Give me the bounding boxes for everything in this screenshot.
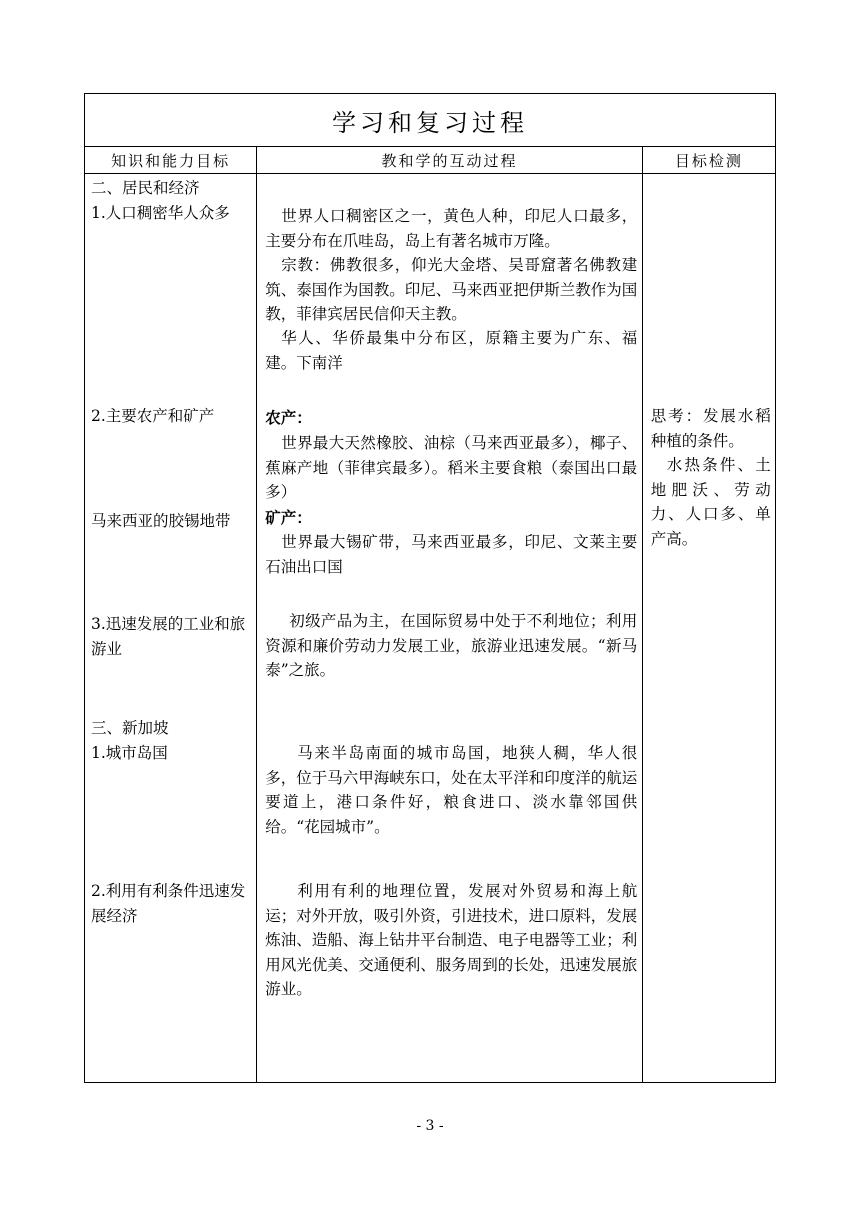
header-knowledge-goals: 知识和能力目标 (85, 147, 257, 174)
economy-paragraph: 利用有利的地理位置，发展对外贸易和海上航运；对外开放，吸引外资，引进技术，进口原料，发展炼油、造船、海上钻井平台制造、电子电器等工业；利用风光优美、交通便利、服务周到的长处，迅速发展旅游业。 (265, 882, 638, 998)
section-singapore: 三、新加坡 (91, 719, 169, 737)
religion-paragraph: 宗教：佛教很多，仰光大金塔、吴哥窟著名佛教建筑、泰国作为国教。印尼、马来西亚把伊斯兰教作为国教，菲律宾居民信仰天主教。 (265, 256, 638, 323)
goal-agri-minerals: 2.主要农产和矿产 (91, 407, 215, 425)
think-answer: 水热条件、土地肥沃、劳动力、人口多、单产高。 (650, 456, 771, 548)
mine-paragraph: 世界最大锡矿带，马来西亚最多，印尼、文莱主要石油出口国 (265, 533, 638, 576)
agri-paragraph: 世界最大天然橡胶、油棕（马来西亚最多），椰子、蕉麻产地（菲律宾最多）。稻米主要食粮（泰国出口最多） (265, 434, 638, 501)
industry-paragraph: 初级产品为主，在国际贸易中处于不利地位；利用资源和廉价劳动力发展工业，旅游业迅速发展。“新马泰”之旅。 (265, 612, 638, 679)
population-paragraph: 世界人口稠密区之一，黄色人种，印尼人口最多，主要分布在爪哇岛，岛上有著名城市万隆。 (265, 207, 638, 250)
check-column (642, 174, 775, 1083)
think-question: 思考：发展水稻种植的条件。 (650, 407, 771, 450)
mine-label: 矿产： (265, 508, 312, 527)
singapore-paragraph: 马来半岛南面的城市岛国，地狭人稠，华人很多，位于马六甲海峡东口，处在太平洋和印度洋的航运要道上，港口条件好，粮食进口、淡水靠邻国供给。“花园城市”。 (265, 744, 638, 836)
chinese-paragraph: 华人、华侨最集中分布区，原籍主要为广东、福建。下南洋 (265, 329, 638, 372)
page-number: - 3 - (416, 1118, 444, 1134)
section-residents-economy: 二、居民和经济 (91, 179, 200, 197)
header-goal-check: 目标检测 (642, 147, 775, 174)
header-interaction-process: 教和学的互动过程 (257, 147, 643, 174)
process-column (257, 174, 643, 1083)
goals-column (85, 174, 257, 1083)
goal-tin-belt: 马来西亚的胶锡地带 (91, 512, 231, 530)
goal-economy-development: 2.利用有利条件迅速发展经济 (91, 882, 246, 925)
goal-population: 1.人口稠密华人众多 (91, 204, 230, 222)
lesson-table (84, 93, 776, 1083)
table-title: 学习和复习过程 (85, 94, 776, 147)
agri-label: 农产： (265, 408, 312, 427)
goal-city-state: 1.城市岛国 (91, 744, 168, 762)
goal-industry-tourism: 3.迅速发展的工业和旅游业 (91, 615, 246, 658)
